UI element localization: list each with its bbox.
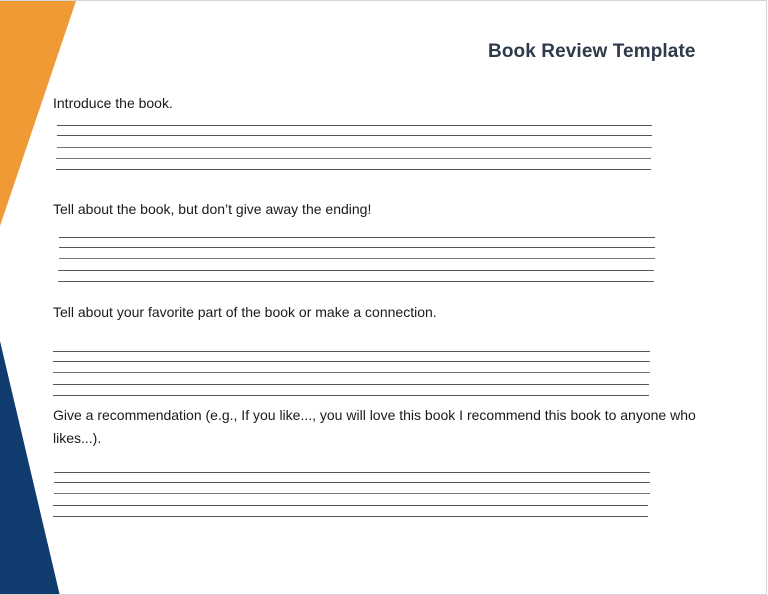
answer-line xyxy=(53,395,649,396)
answer-line xyxy=(58,270,654,271)
answer-line xyxy=(56,169,651,170)
answer-line xyxy=(53,384,649,385)
section-prompt-introduce: Introduce the book. xyxy=(53,95,173,111)
answer-line xyxy=(53,361,650,362)
answer-line xyxy=(57,125,652,126)
answer-line xyxy=(58,281,654,282)
answer-line xyxy=(57,147,652,148)
answer-line xyxy=(54,493,650,494)
answer-line xyxy=(53,351,650,352)
answer-line xyxy=(57,135,652,136)
answer-line xyxy=(56,158,651,159)
answer-line xyxy=(53,372,650,373)
answer-line xyxy=(59,258,655,259)
answer-line xyxy=(53,516,648,517)
section-prompt-favorite-part: Tell about your favorite part of the book or make a connection. xyxy=(53,304,437,320)
answer-line xyxy=(59,247,655,248)
section-prompt-summary: Tell about the book, but don’t give away the ending! xyxy=(53,201,372,217)
answer-line xyxy=(54,472,650,473)
page-title: Book Review Template xyxy=(488,41,696,62)
section-prompt-recommendation: Give a recommendation (e.g., If you like..., you will love this book I recommend this book to anyone who likes...). xyxy=(53,407,696,446)
answer-line xyxy=(59,237,655,238)
answer-line xyxy=(53,505,648,506)
answer-line xyxy=(54,482,650,483)
